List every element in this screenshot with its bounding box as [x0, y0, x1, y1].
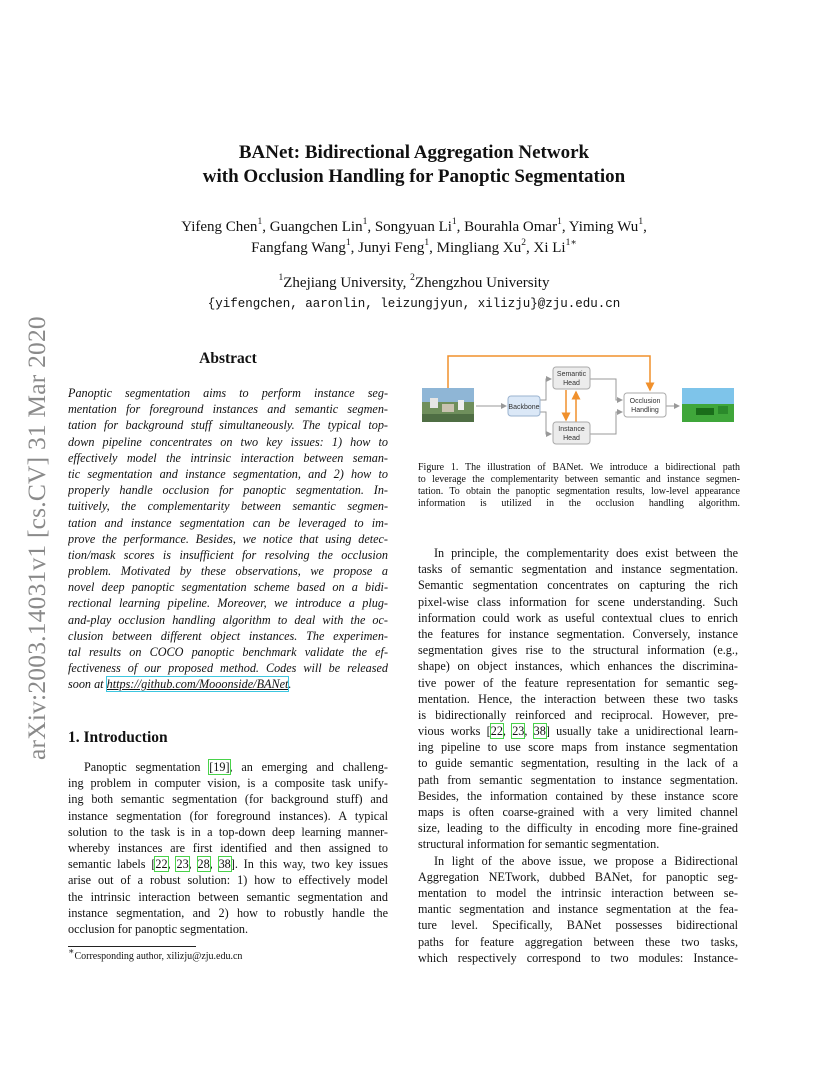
abstract-line: effectively model the intrinsic interaction between seman- [68, 450, 388, 465]
abstract-line: tic segmentation and instance segmentation, and 2) how to [68, 466, 388, 481]
author-sep: , [429, 240, 437, 256]
intro-line: the intrinsic interaction between semantic segmentation and [68, 889, 388, 904]
body-line: In light of the above issue, we propose a Bidirectional [434, 853, 738, 868]
figure-banet-diagram [420, 350, 738, 450]
author-sup: 1 [257, 217, 263, 227]
abstract-last-suffix: . [288, 677, 292, 692]
author-name: Mingliang Xu [436, 240, 522, 256]
body-line: Semantic segmentation concentrates on capturing the rich [418, 578, 738, 593]
body-line: mentation to model the intrinsic interaction between se- [418, 885, 738, 900]
body-line: maps is often coarse-grained with a very limited channel [418, 805, 738, 819]
intro-line [68, 759, 388, 775]
abstract-line: fectiveness of our proposed method. Codes will be released [68, 661, 388, 676]
body-line: structural information for semantic segmentation. [418, 837, 660, 852]
affil-sup-1: 1 [278, 273, 284, 283]
output-panoptic-image [682, 388, 734, 422]
author-name: Bourahla Omar [464, 219, 558, 235]
author-name: Guangchen Lin [269, 219, 363, 235]
affiliations [80, 275, 748, 292]
intro-text: . In this way, two key issues [234, 857, 388, 872]
footnote-text: Corresponding author, xilizju@zju.edu.cn [74, 951, 243, 962]
abstract-line: clusion between different object instances. The experimen- [68, 628, 388, 643]
body-text: vious works [418, 724, 487, 739]
abstract-last-prefix: soon at [68, 677, 107, 692]
author-sup: 1 [424, 238, 430, 248]
orange-skip-arrow [448, 356, 650, 390]
footnote-rule [68, 946, 196, 947]
abstract-line: tation for background stuff simultaneously. The typical top- [68, 418, 388, 433]
right-column-body [418, 545, 738, 966]
citation-link[interactable]: 38 [533, 724, 546, 739]
body-line: tive power of the feature representation for semantic seg- [418, 675, 738, 690]
arxiv-side-stamp: arXiv:2003.14031v1 [cs.CV] 31 Mar 2020 [22, 316, 51, 760]
author-sup: 1 [557, 217, 562, 227]
abstract-line: properly handle occlusion for panoptic segmentation. In- [68, 483, 388, 498]
author-sep: , [561, 219, 569, 235]
intro-line: solution to the task is in a top-down deep learning manner- [68, 824, 388, 839]
citation-link[interactable]: 28 [197, 857, 210, 872]
author-sup: 1 [362, 217, 368, 227]
body-line: to guide semantic segmentation, resulting in the lack of a [418, 756, 738, 771]
intro-line: arise out of a robust solution: 1) how to effectively model [68, 873, 388, 888]
body-line: paths for feature aggregation between these two tasks, [418, 934, 738, 949]
abstract-line: tal results on COCO panoptic benchmark validate the ef- [68, 645, 388, 659]
section-heading-introduction: 1. Introduction [68, 729, 168, 746]
body-line: size, leading to the difficulty in encoding more fine-grained [418, 821, 738, 836]
body-line: the features for instance segmentation. Conversely, instance [418, 626, 738, 641]
intro-line: whereby instances are first identified and then assigned to [68, 840, 388, 855]
abstract-line: and-play occlusion handling algorithm to deal with the oc- [68, 612, 388, 627]
author-sep: , [350, 240, 359, 256]
abstract-line: rectional learning pipeline. Moreover, we introduce a plug- [68, 596, 388, 611]
author-name: Fangfang Wang [251, 240, 346, 256]
body-line: ture level. Specifically, BANet possesses bidirectional [418, 918, 738, 933]
author-sup: 1 [451, 217, 457, 227]
semantic-head-label-1: Semantic [556, 371, 587, 378]
title-line-2: with Occlusion Handling for Panoptic Segmentation [202, 166, 626, 187]
author-name: Yifeng Chen [181, 219, 258, 235]
author-line-2 [80, 238, 748, 259]
affil-name-1: Zhejiang University, [283, 275, 411, 291]
body-text: usually take a unidirectional learn- [549, 724, 738, 739]
citation-link[interactable]: 23 [176, 857, 189, 872]
author-sep: , [456, 219, 465, 235]
author-line-1 [80, 217, 748, 238]
arrow-backbone-instance [540, 412, 551, 434]
intro-line: ing both semantic segmentation (for background stuff) and [68, 792, 388, 807]
instance-head-label-1: Instance [558, 426, 585, 433]
footnote [68, 946, 243, 962]
body-line: tasks of semantic segmentation and instance segmentation. [418, 562, 738, 577]
intro-text: Panoptic segmentation [84, 760, 210, 774]
caption-line: Figure 1. The illustration of BANet. We introduce a bidirectional path [418, 462, 740, 473]
affil-name-2: Zhengzhou University [414, 275, 550, 291]
input-image [422, 388, 474, 422]
abstract-line: tuitively, the complementarity between semantic segmen- [68, 499, 388, 514]
caption-line: to leverage the complementarity between semantic and instance segmen- [418, 474, 740, 485]
abstract-last-line [68, 676, 388, 692]
caption-line: information is utilized in the occlusion handling algorithm. [418, 498, 740, 509]
introduction-body [68, 759, 388, 937]
citation-link[interactable]: [19] [209, 760, 230, 774]
body-line: In principle, the complementarity does exist between the [434, 546, 738, 560]
intro-text: semantic labels [68, 857, 152, 872]
abstract-line: Panoptic segmentation aims to perform instance seg- [68, 386, 388, 400]
abstract-body [68, 385, 388, 693]
author-sep: , [643, 219, 647, 235]
body-line: mantic segmentation and instance segmentation at the fea- [418, 902, 738, 917]
body-line: mentation. Hence, the interaction between these two tasks [418, 691, 738, 706]
author-sep: , [262, 219, 270, 235]
citation-link[interactable]: 38 [218, 857, 231, 872]
abstract-line: tion/mask scores is insufficient for resolving the occlusion [68, 547, 388, 562]
body-line: Aggregation NETwork, dubbed BANet, for panoptic seg- [418, 869, 738, 884]
intro-line: occlusion for panoptic segmentation. [68, 921, 249, 936]
intro-line: instance segmentation, and 2) how to robustly handle the [68, 905, 388, 920]
footnote-mark: ∗ [68, 946, 75, 957]
intro-text: , an emerging and challeng- [229, 760, 388, 774]
author-sup: 1∗ [565, 238, 577, 248]
code-link[interactable]: https://github.com/Mooonside/BANet [106, 677, 289, 692]
citation-link[interactable]: 22 [490, 724, 503, 739]
citation-link[interactable]: 22 [155, 857, 168, 872]
author-name: Junyi Feng [358, 240, 425, 256]
author-name: Xi Li [533, 240, 566, 256]
title-line-1: BANet: Bidirectional Aggregation Network [238, 142, 590, 163]
arrow-instance-occlusion [590, 412, 622, 434]
body-line: vious works [22, 23, 38] usually take a unidirectional learn- [418, 724, 738, 739]
abstract-line: novel deep panoptic segmentation scheme based on a bidi- [68, 580, 388, 595]
abstract-line: tation and instance segmentation can be leveraged to im- [68, 515, 388, 530]
author-sup: 1 [345, 238, 351, 248]
body-line: pixel-wise class information for scene understanding. Such [418, 594, 738, 609]
author-sep: , [367, 219, 375, 235]
author-sup: 1 [638, 217, 644, 227]
abstract-line: mentation for foreground instances and semantic segmen- [68, 402, 388, 417]
body-line: is bidirectionally reinforced and reciprocal. However, pre- [418, 707, 738, 722]
intro-line: instance segmentation (for foreground instances). A typical [68, 808, 388, 823]
author-name: Songyuan Li [374, 219, 452, 235]
body-line: which respectively correspond to two modules: Instance- [418, 950, 738, 965]
body-line: Besides, the information contained by these instance score [418, 788, 738, 803]
backbone-label: Backbone [508, 404, 540, 411]
intro-line: semantic labels [22, 23, 28, 38]. In this way, two key issues [68, 857, 388, 872]
body-line: information could work as useful contextual clues to enrich [418, 610, 738, 625]
arrow-backbone-semantic [540, 379, 551, 400]
author-emails: {yifengchen, aaronlin, leizungjyun, xilizju}@zju.edu.cn [207, 297, 621, 311]
citation-link[interactable]: 23 [512, 724, 525, 739]
affil-sup-2: 2 [410, 273, 415, 283]
figure-caption [418, 462, 740, 510]
body-line: path from semantic segmentation to instance segmentation. [418, 772, 738, 787]
instance-head-label-2: Head [563, 435, 580, 442]
author-name: Yiming Wu [568, 219, 639, 235]
occlusion-label-2: Handling [631, 407, 659, 414]
abstract-line: problem. Motivated by these observations, we propose a [68, 564, 388, 579]
abstract-line: down pipeline concentrates on two key issues: 1) how to [68, 434, 388, 449]
author-sup: 2 [521, 238, 527, 248]
body-line: shape) on object instances, which enhances the discrimina- [418, 659, 738, 674]
author-sep: , [526, 240, 534, 256]
semantic-head-label-2: Head [563, 380, 580, 387]
abstract-line: prove the performance. Besides, we notice that using detec- [68, 531, 388, 546]
author-list [80, 217, 748, 259]
intro-line: ing problem in computer vision, is a composite task unify- [68, 776, 388, 791]
caption-line: tation. To obtain the panoptic segmentation results, low-level appearance [418, 486, 740, 497]
abstract-heading: Abstract [199, 350, 257, 367]
occlusion-label-1: Occlusion [629, 398, 661, 405]
paper-title [120, 141, 708, 189]
body-line: ing pipeline to use score maps from instance segmentation [418, 740, 738, 755]
arrow-semantic-occlusion [590, 379, 622, 400]
body-line: segmentation gives rise to the structural information (e.g., [418, 643, 738, 658]
